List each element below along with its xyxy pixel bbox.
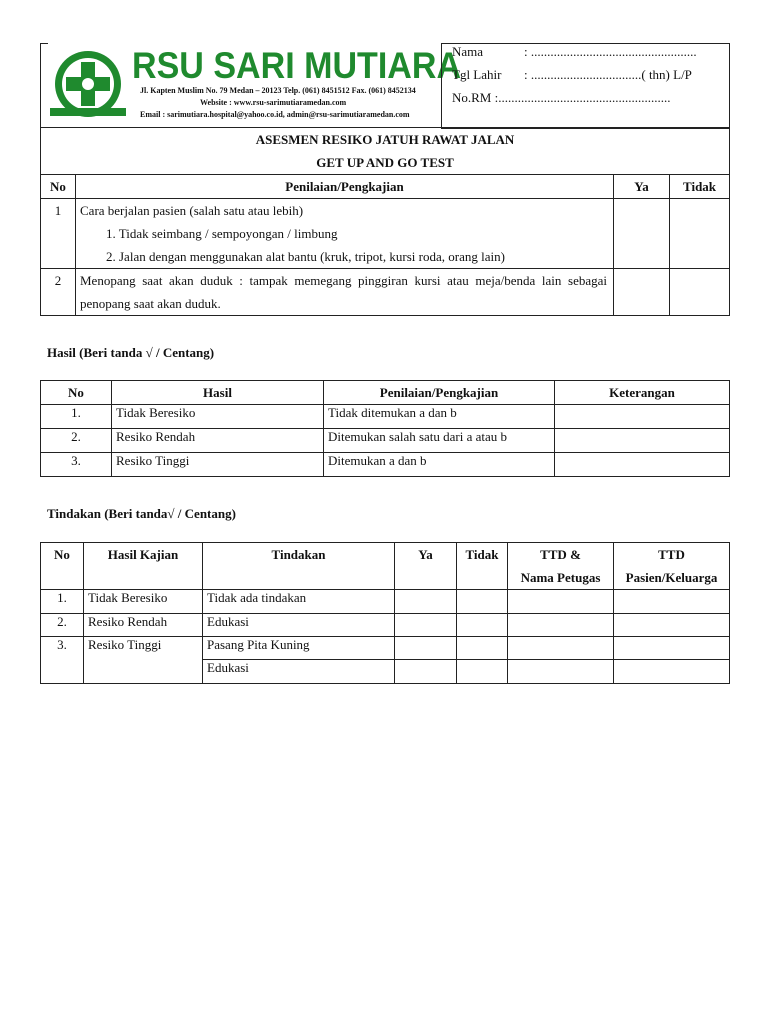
tidak-checkbox-cell[interactable] [670,269,730,316]
hospital-logo-icon [48,48,132,124]
row-no: 1. [41,590,84,614]
ttd-petugas-cell[interactable] [508,660,614,684]
col-ttd-pasien [614,543,730,590]
nama-field[interactable]: : ................................................... [524,44,697,59]
hospital-address: Jl. Kapten Muslim No. 79 Medan – 20123 Telp. (061) 8451512 Fax. (061) 8452134 [140,86,416,95]
col-ya: Ya [614,175,670,199]
ya-checkbox-cell[interactable] [395,637,457,660]
hospital-website: Website : www.rsu-sarimutiaramedan.com [200,98,347,107]
criterion-text: Cara berjalan pasien (salah satu atau lebih) [80,203,304,218]
col-keterangan: Keterangan [555,381,730,405]
row-penilaian: Ditemukan salah satu dari a atau b [324,429,555,453]
table-row [41,637,730,660]
table-row [41,429,730,453]
criterion-item: 1. Tidak seimbang / sempoyongan / limbung [106,226,338,241]
row-hasil: Resiko Rendah [84,614,203,637]
keterangan-cell[interactable] [555,405,730,429]
col-no: No [41,543,84,590]
row-no: 2. [41,429,112,453]
col-no: No [41,175,76,199]
row-hasil: Resiko Tinggi [84,637,203,684]
row-no: 1 [41,199,76,269]
tidak-checkbox-cell[interactable] [457,590,508,614]
criterion-text: Menopang saat akan duduk : tampak memegang pinggiran kursi atau meja/benda lain sebagai penopang saat akan duduk. [76,269,614,316]
row-no: 3. [41,637,84,684]
row-no: 2 [41,269,76,316]
ttd-pasien-cell[interactable] [614,614,730,637]
col-hasil: Hasil [112,381,324,405]
col-tindakan: Tindakan [203,543,395,590]
row-no: 3. [41,453,112,477]
ttd-petugas-cell[interactable] [508,637,614,660]
tgl-lahir-field[interactable]: : ..................................( thn) L/P [524,67,692,82]
ya-checkbox-cell[interactable] [395,614,457,637]
ttd-petugas-cell[interactable] [508,590,614,614]
keterangan-cell[interactable] [555,453,730,477]
col-no: No [41,381,112,405]
tidak-checkbox-cell[interactable] [670,199,730,269]
table-row [41,269,730,316]
row-hasil: Tidak Beresiko [84,590,203,614]
row-hasil: Resiko Rendah [112,429,324,453]
tindakan-table [40,542,730,684]
ttd-petugas-line2: Nama Petugas [520,570,601,585]
row-penilaian: Tidak ditemukan a dan b [324,405,555,429]
title-line-2: GET UP AND GO TEST [316,155,454,170]
tidak-checkbox-cell[interactable] [457,637,508,660]
hospital-email: Email : sarimutiara.hospital@yahoo.co.id, admin@rsu-sarimutiaramedan.com [140,110,410,119]
row-tindakan: Pasang Pita Kuning [203,637,395,660]
ttd-pasien-line2: Pasien/Keluarga [625,570,718,585]
patient-info-box [441,43,730,129]
ya-checkbox-cell[interactable] [395,590,457,614]
col-tidak: Tidak [670,175,730,199]
ttd-petugas-cell[interactable] [508,614,614,637]
col-tidak: Tidak [457,543,508,590]
ttd-pasien-cell[interactable] [614,590,730,614]
row-penilaian: Ditemukan a dan b [324,453,555,477]
ya-checkbox-cell[interactable] [395,660,457,684]
keterangan-cell[interactable] [555,429,730,453]
table-row [41,199,730,269]
criterion-item: 2. Jalan dengan menggunakan alat bantu (kruk, tripot, kursi roda, orang lain) [106,249,505,264]
nama-label: Nama [452,44,484,59]
ttd-pasien-cell[interactable] [614,660,730,684]
col-penilaian: Penilaian/Pengkajian [76,175,614,199]
col-ttd-petugas [508,543,614,590]
hospital-header [40,43,462,127]
table-row [41,614,730,637]
col-penilaian: Penilaian/Pengkajian [324,381,555,405]
table-row [41,453,730,477]
row-text [76,199,614,269]
col-hasil-kajian: Hasil Kajian [84,543,203,590]
row-tindakan: Edukasi [203,614,395,637]
col-ya: Ya [395,543,457,590]
row-hasil: Tidak Beresiko [112,405,324,429]
tidak-checkbox-cell[interactable] [457,660,508,684]
no-rm-field[interactable]: No.RM :..................................................... [452,90,671,105]
tgl-lahir-label: Tgl Lahir [452,67,502,82]
hasil-table [40,380,730,477]
row-no: 2. [41,614,84,637]
row-tindakan: Edukasi [203,660,395,684]
ttd-petugas-line1: TTD & [540,547,581,562]
ttd-pasien-cell[interactable] [614,637,730,660]
table-row [41,405,730,429]
form-title [41,128,730,175]
table-row [41,590,730,614]
ya-checkbox-cell[interactable] [614,199,670,269]
hasil-heading: Hasil (Beri tanda √ / Centang) [47,345,215,360]
tidak-checkbox-cell[interactable] [457,614,508,637]
tindakan-heading: Tindakan (Beri tanda√ / Centang) [47,506,236,521]
row-tindakan: Tidak ada tindakan [203,590,395,614]
row-no: 1. [41,405,112,429]
title-line-1: ASESMEN RESIKO JATUH RAWAT JALAN [255,132,515,147]
row-hasil: Resiko Tinggi [112,453,324,477]
hospital-name: RSU SARI MUTIARA [132,45,462,86]
ya-checkbox-cell[interactable] [614,269,670,316]
assessment-table [40,127,730,316]
ttd-pasien-line1: TTD [658,547,685,562]
